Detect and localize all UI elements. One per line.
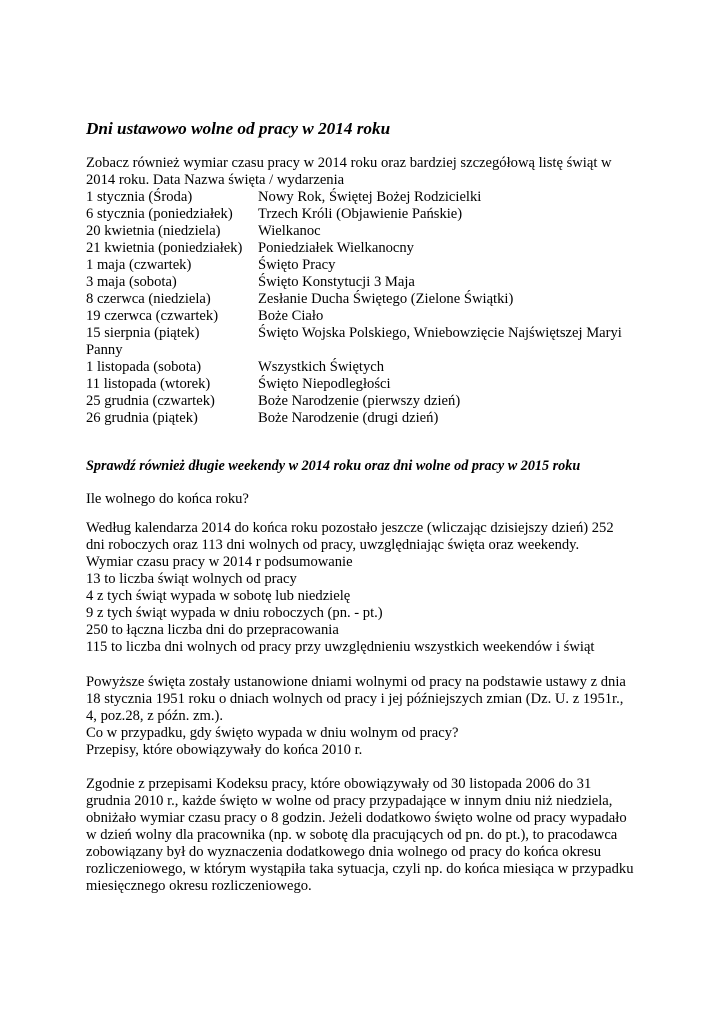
summary-paragraph	[86, 520, 646, 656]
summary-line: 13 to liczba świąt wolnych od pracy	[86, 571, 297, 587]
holiday-row	[86, 308, 646, 325]
holiday-row	[86, 274, 646, 291]
rules-line: w dzień wolny dla pracownika (np. w sobotę dla pracujących od pn. do pt.), to pracodawca	[86, 827, 618, 843]
intro-line: Zobacz również wymiar czasu pracy w 2014 roku oraz bardziej szczegółową listę świąt w	[86, 155, 612, 171]
holiday-date: 20 kwietnia (niedziela)	[86, 223, 221, 239]
holiday-row	[86, 325, 646, 342]
summary-line: Według kalendarza 2014 do końca roku pozostało jeszcze (wliczając dzisiejszy dzień) 252	[86, 520, 614, 536]
holiday-date: 15 sierpnia (piątek)	[86, 325, 200, 341]
holiday-date: 19 czerwca (czwartek)	[86, 308, 219, 324]
legal-line: Przepisy, które obowiązywały do końca 2010 r.	[86, 742, 363, 758]
holiday-name: Boże Narodzenie (pierwszy dzień)	[258, 393, 461, 409]
question-line: Ile wolnego do końca roku?	[86, 491, 249, 507]
holiday-name: Poniedziałek Wielkanocny	[258, 240, 414, 256]
holiday-date: 6 stycznia (poniedziałek)	[86, 206, 233, 222]
summary-line: 250 to łączna liczba dni do przepracowania	[86, 622, 339, 638]
rules-line: rozliczeniowego, w którym wystąpiła taka sytuacja, czyli np. do końca miesiąca w przypadku	[86, 861, 634, 877]
legal-line: 4, poz.28, z późn. zm.).	[86, 708, 223, 724]
summary-line: 9 z tych świąt wypada w dniu roboczych (pn. - pt.)	[86, 605, 383, 621]
holiday-date: 21 kwietnia (poniedziałek)	[86, 240, 243, 256]
holiday-name: Trzech Króli (Objawienie Pańskie)	[258, 206, 463, 222]
summary-line: dni roboczych oraz 113 dni wolnych od pracy, uwzględniając święta oraz weekendy.	[86, 537, 580, 553]
holiday-name: Święto Konstytucji 3 Maja	[258, 274, 415, 290]
holiday-row	[86, 393, 646, 410]
holiday-name: Święto Wojska Polskiego, Wniebowzięcie Najświętszej Maryi	[258, 325, 622, 341]
rules-line: grudnia 2010 r., każde święto w wolne od pracy przypadające w innym dniu niż niedziela,	[86, 793, 613, 809]
intro-paragraph	[86, 155, 646, 189]
rules-line: Zgodnie z przepisami Kodeksu pracy, które obowiązywały od 30 listopada 2006 do 31	[86, 776, 592, 792]
holiday-name: Boże Narodzenie (drugi dzień)	[258, 410, 439, 426]
holiday-name: Święto Pracy	[258, 257, 336, 273]
rules-paragraph	[86, 776, 646, 895]
holiday-row	[86, 206, 646, 223]
holiday-list	[86, 189, 646, 427]
holiday-name: Zesłanie Ducha Świętego (Zielone Świątki)	[258, 291, 514, 307]
legal-line: Powyższe święta zostały ustanowione dniami wolnymi od pracy na podstawie ustawy z dnia	[86, 674, 626, 690]
holiday-row	[86, 291, 646, 308]
holiday-date: 11 listopada (wtorek)	[86, 376, 211, 392]
holiday-date: 25 grudnia (czwartek)	[86, 393, 215, 409]
rules-line: obniżało wymiar czasu pracy o 8 godzin. Jeżeli dodatkowo święto wolne od pracy wypadało	[86, 810, 627, 826]
rules-line: zobowiązany był do wyznaczenia dodatkowego dnia wolnego od pracy do końca okresu	[86, 844, 602, 860]
holiday-date: 1 stycznia (Środa)	[86, 189, 193, 205]
holiday-name: Wszystkich Świętych	[258, 359, 385, 375]
holiday-date: Panny	[86, 342, 123, 358]
legal-paragraph	[86, 674, 646, 759]
holiday-row	[86, 240, 646, 257]
holiday-name: Wielkanoc	[258, 223, 321, 239]
holiday-row	[86, 189, 646, 206]
holiday-name: Nowy Rok, Świętej Bożej Rodzicielki	[258, 189, 482, 205]
summary-line: 115 to liczba dni wolnych od pracy przy uwzględnieniu wszystkich weekendów i świąt	[86, 639, 595, 655]
holiday-row	[86, 223, 646, 240]
rules-line: miesięcznego okresu rozliczeniowego.	[86, 878, 312, 894]
legal-line: 18 stycznia 1951 roku o dniach wolnych od pracy i jej późniejszych zmian (Dz. U. z 1951r.,	[86, 691, 624, 707]
intro-line: 2014 roku. Data Nazwa święta / wydarzenia	[86, 172, 345, 188]
holiday-date: 26 grudnia (piątek)	[86, 410, 198, 426]
summary-line: Wymiar czasu pracy w 2014 r podsumowanie	[86, 554, 353, 570]
holiday-date: 1 listopada (sobota)	[86, 359, 202, 375]
holiday-name: Boże Ciało	[258, 308, 324, 324]
related-link-heading: Sprawdź również długie weekendy w 2014 roku oraz dni wolne od pracy w 2015 roku	[86, 458, 581, 474]
holiday-date: 8 czerwca (niedziela)	[86, 291, 211, 307]
page-title: Dni ustawowo wolne od pracy w 2014 roku	[86, 119, 391, 138]
holiday-row	[86, 342, 646, 359]
holiday-row	[86, 359, 646, 376]
holiday-row	[86, 376, 646, 393]
summary-line: 4 z tych świąt wypada w sobotę lub niedzielę	[86, 588, 351, 604]
holiday-row	[86, 410, 646, 427]
holiday-date: 3 maja (sobota)	[86, 274, 177, 290]
legal-line: Co w przypadku, gdy święto wypada w dniu wolnym od pracy?	[86, 725, 459, 741]
holiday-date: 1 maja (czwartek)	[86, 257, 192, 273]
holiday-name: Święto Niepodległości	[258, 376, 391, 392]
holiday-row	[86, 257, 646, 274]
